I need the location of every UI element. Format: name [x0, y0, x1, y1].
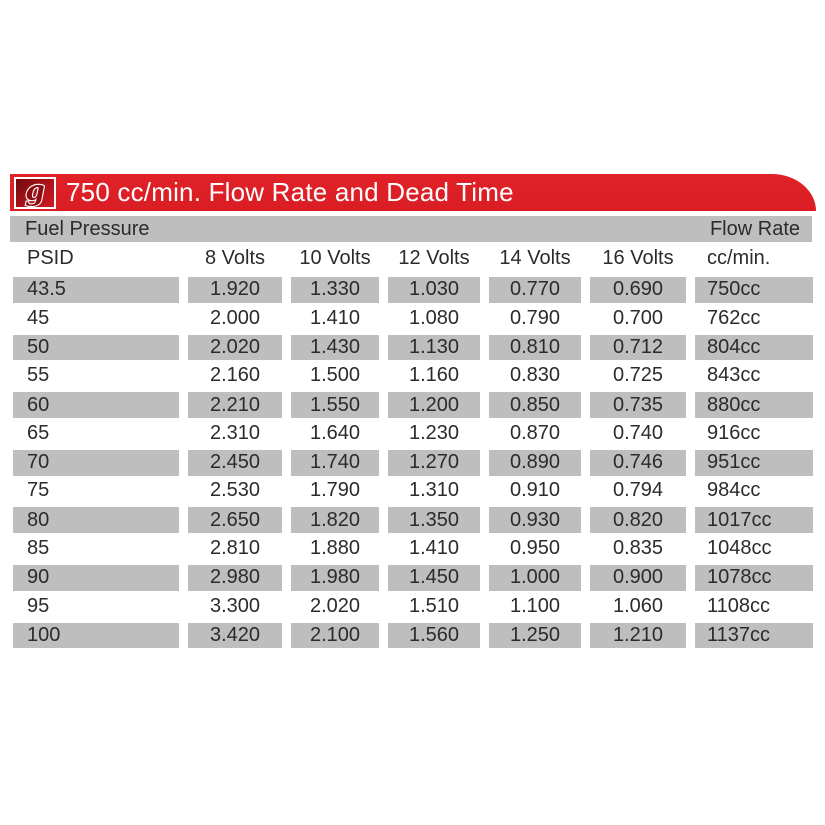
table-cell: 0.830 — [509, 364, 561, 387]
svg-text:g: g — [25, 173, 45, 207]
table-cell: 2.160 — [209, 364, 261, 387]
table-row — [10, 419, 816, 448]
table-cell: 2.000 — [209, 306, 261, 329]
table-cell: 2.310 — [209, 421, 261, 444]
table-cell: 100 — [13, 621, 179, 650]
banner — [10, 174, 816, 211]
table-cell: 1.350 — [388, 505, 480, 534]
table-cell: 75 — [27, 479, 50, 502]
table-cell: 2.020 — [309, 594, 361, 617]
table-cell: 50 — [13, 333, 179, 362]
table-cell: 70 — [13, 448, 179, 477]
table-row — [10, 448, 816, 477]
table-cell: 1.640 — [309, 421, 361, 444]
table-cell: 1.060 — [612, 594, 664, 617]
script-g-icon — [18, 173, 52, 207]
table-cell: 1.310 — [408, 479, 460, 502]
table-cell: 1078cc — [695, 563, 813, 592]
table-cell: 984cc — [707, 479, 761, 502]
table-cell: 762cc — [707, 306, 761, 329]
table-cell: 1.820 — [291, 505, 379, 534]
table-cell: 1.920 — [188, 275, 282, 304]
table-cell: 1.550 — [291, 390, 379, 419]
table-row — [10, 534, 816, 563]
table-cell: 1.160 — [408, 364, 460, 387]
table-body — [10, 275, 816, 649]
table-cell: 55 — [27, 364, 50, 387]
table-cell: 0.735 — [590, 390, 686, 419]
table-row — [10, 304, 816, 333]
table-cell: 0.690 — [590, 275, 686, 304]
table-cell: 60 — [13, 390, 179, 419]
table-cell: 0.725 — [612, 364, 664, 387]
column-header: 10 Volts — [299, 247, 371, 269]
table-cell: 90 — [13, 563, 179, 592]
table-cell: 0.930 — [489, 505, 581, 534]
table-cell: 3.420 — [188, 621, 282, 650]
brand-logo — [14, 173, 56, 209]
flow-rate-label: Flow Rate — [709, 217, 800, 240]
table-cell: 1.510 — [408, 594, 460, 617]
table-row — [10, 621, 816, 650]
table-cell: 85 — [27, 537, 50, 560]
table-cell: 1.080 — [408, 306, 460, 329]
table-cell: 1.790 — [309, 479, 361, 502]
table-cell: 1.500 — [309, 364, 361, 387]
table-cell: 0.850 — [489, 390, 581, 419]
table-row — [10, 390, 816, 419]
column-header: 16 Volts — [602, 247, 674, 269]
table-cell: 1.430 — [291, 333, 379, 362]
table-cell: 0.790 — [509, 306, 561, 329]
table-cell: 3.300 — [209, 594, 261, 617]
table-cell: 1.210 — [590, 621, 686, 650]
column-header: 14 Volts — [499, 247, 571, 269]
table-cell: 843cc — [707, 364, 761, 387]
table-cell: 1.130 — [388, 333, 480, 362]
table-row — [10, 592, 816, 621]
table-cell: 1.450 — [388, 563, 480, 592]
table-cell: 2.100 — [291, 621, 379, 650]
table-cell: 65 — [27, 421, 50, 444]
table-cell: 1108cc — [707, 594, 771, 617]
table-row — [10, 563, 816, 592]
table-cell: 1137cc — [695, 621, 813, 650]
table-cell: 2.210 — [188, 390, 282, 419]
table-cell: 2.530 — [209, 479, 261, 502]
table-cell: 0.810 — [489, 333, 581, 362]
table-cell: 2.450 — [188, 448, 282, 477]
column-header: PSID — [27, 247, 74, 269]
table-cell: 2.020 — [188, 333, 282, 362]
table-cell: 951cc — [695, 448, 813, 477]
table-cell: 0.900 — [590, 563, 686, 592]
table-cell: 1.560 — [388, 621, 480, 650]
table-cell: 0.950 — [509, 537, 561, 560]
column-header-row — [10, 242, 816, 275]
table-cell: 0.835 — [612, 537, 664, 560]
table-cell: 0.740 — [612, 421, 664, 444]
table-cell: 43.5 — [13, 275, 179, 304]
table-row — [10, 477, 816, 506]
table-cell: 1.100 — [509, 594, 561, 617]
table-cell: 0.770 — [489, 275, 581, 304]
table-cell: 750cc — [695, 275, 813, 304]
table-cell: 1.330 — [291, 275, 379, 304]
table-cell: 0.890 — [489, 448, 581, 477]
table-row — [10, 333, 816, 362]
table-cell: 1.000 — [489, 563, 581, 592]
column-header: cc/min. — [707, 247, 771, 269]
table-cell: 880cc — [695, 390, 813, 419]
table-cell: 804cc — [695, 333, 813, 362]
table-cell: 80 — [13, 505, 179, 534]
flow-rate-table-panel — [10, 174, 816, 649]
banner-title: 750 cc/min. Flow Rate and Dead Time — [66, 177, 514, 207]
table-cell: 1.410 — [309, 306, 361, 329]
column-header: 12 Volts — [398, 247, 470, 269]
fuel-pressure-label: Fuel Pressure — [25, 217, 150, 240]
table-cell: 916cc — [707, 421, 761, 444]
table-row — [10, 361, 816, 390]
table-cell: 1.270 — [388, 448, 480, 477]
table-cell: 0.910 — [509, 479, 561, 502]
table-subheader-bar — [10, 216, 812, 242]
table-row — [10, 275, 816, 304]
table-cell: 1.030 — [388, 275, 480, 304]
table-cell: 1.250 — [489, 621, 581, 650]
table-cell: 0.820 — [590, 505, 686, 534]
table-cell: 1.880 — [309, 537, 361, 560]
table-cell: 2.810 — [209, 537, 261, 560]
table-cell: 45 — [27, 306, 50, 329]
table-cell: 1.230 — [408, 421, 460, 444]
table-cell: 1.740 — [291, 448, 379, 477]
table-cell: 1017cc — [695, 505, 813, 534]
column-header: 8 Volts — [204, 247, 266, 269]
table-cell: 0.700 — [612, 306, 664, 329]
table-cell: 1.200 — [388, 390, 480, 419]
table-cell: 2.980 — [188, 563, 282, 592]
table-cell: 0.870 — [509, 421, 561, 444]
table-cell: 0.746 — [590, 448, 686, 477]
table-cell: 1.980 — [291, 563, 379, 592]
table-cell: 0.794 — [612, 479, 664, 502]
table-cell: 95 — [27, 594, 50, 617]
table-row — [10, 505, 816, 534]
table-cell: 0.712 — [590, 333, 686, 362]
table-cell: 1.410 — [408, 537, 460, 560]
table-cell: 2.650 — [188, 505, 282, 534]
table-cell: 1048cc — [707, 537, 772, 560]
